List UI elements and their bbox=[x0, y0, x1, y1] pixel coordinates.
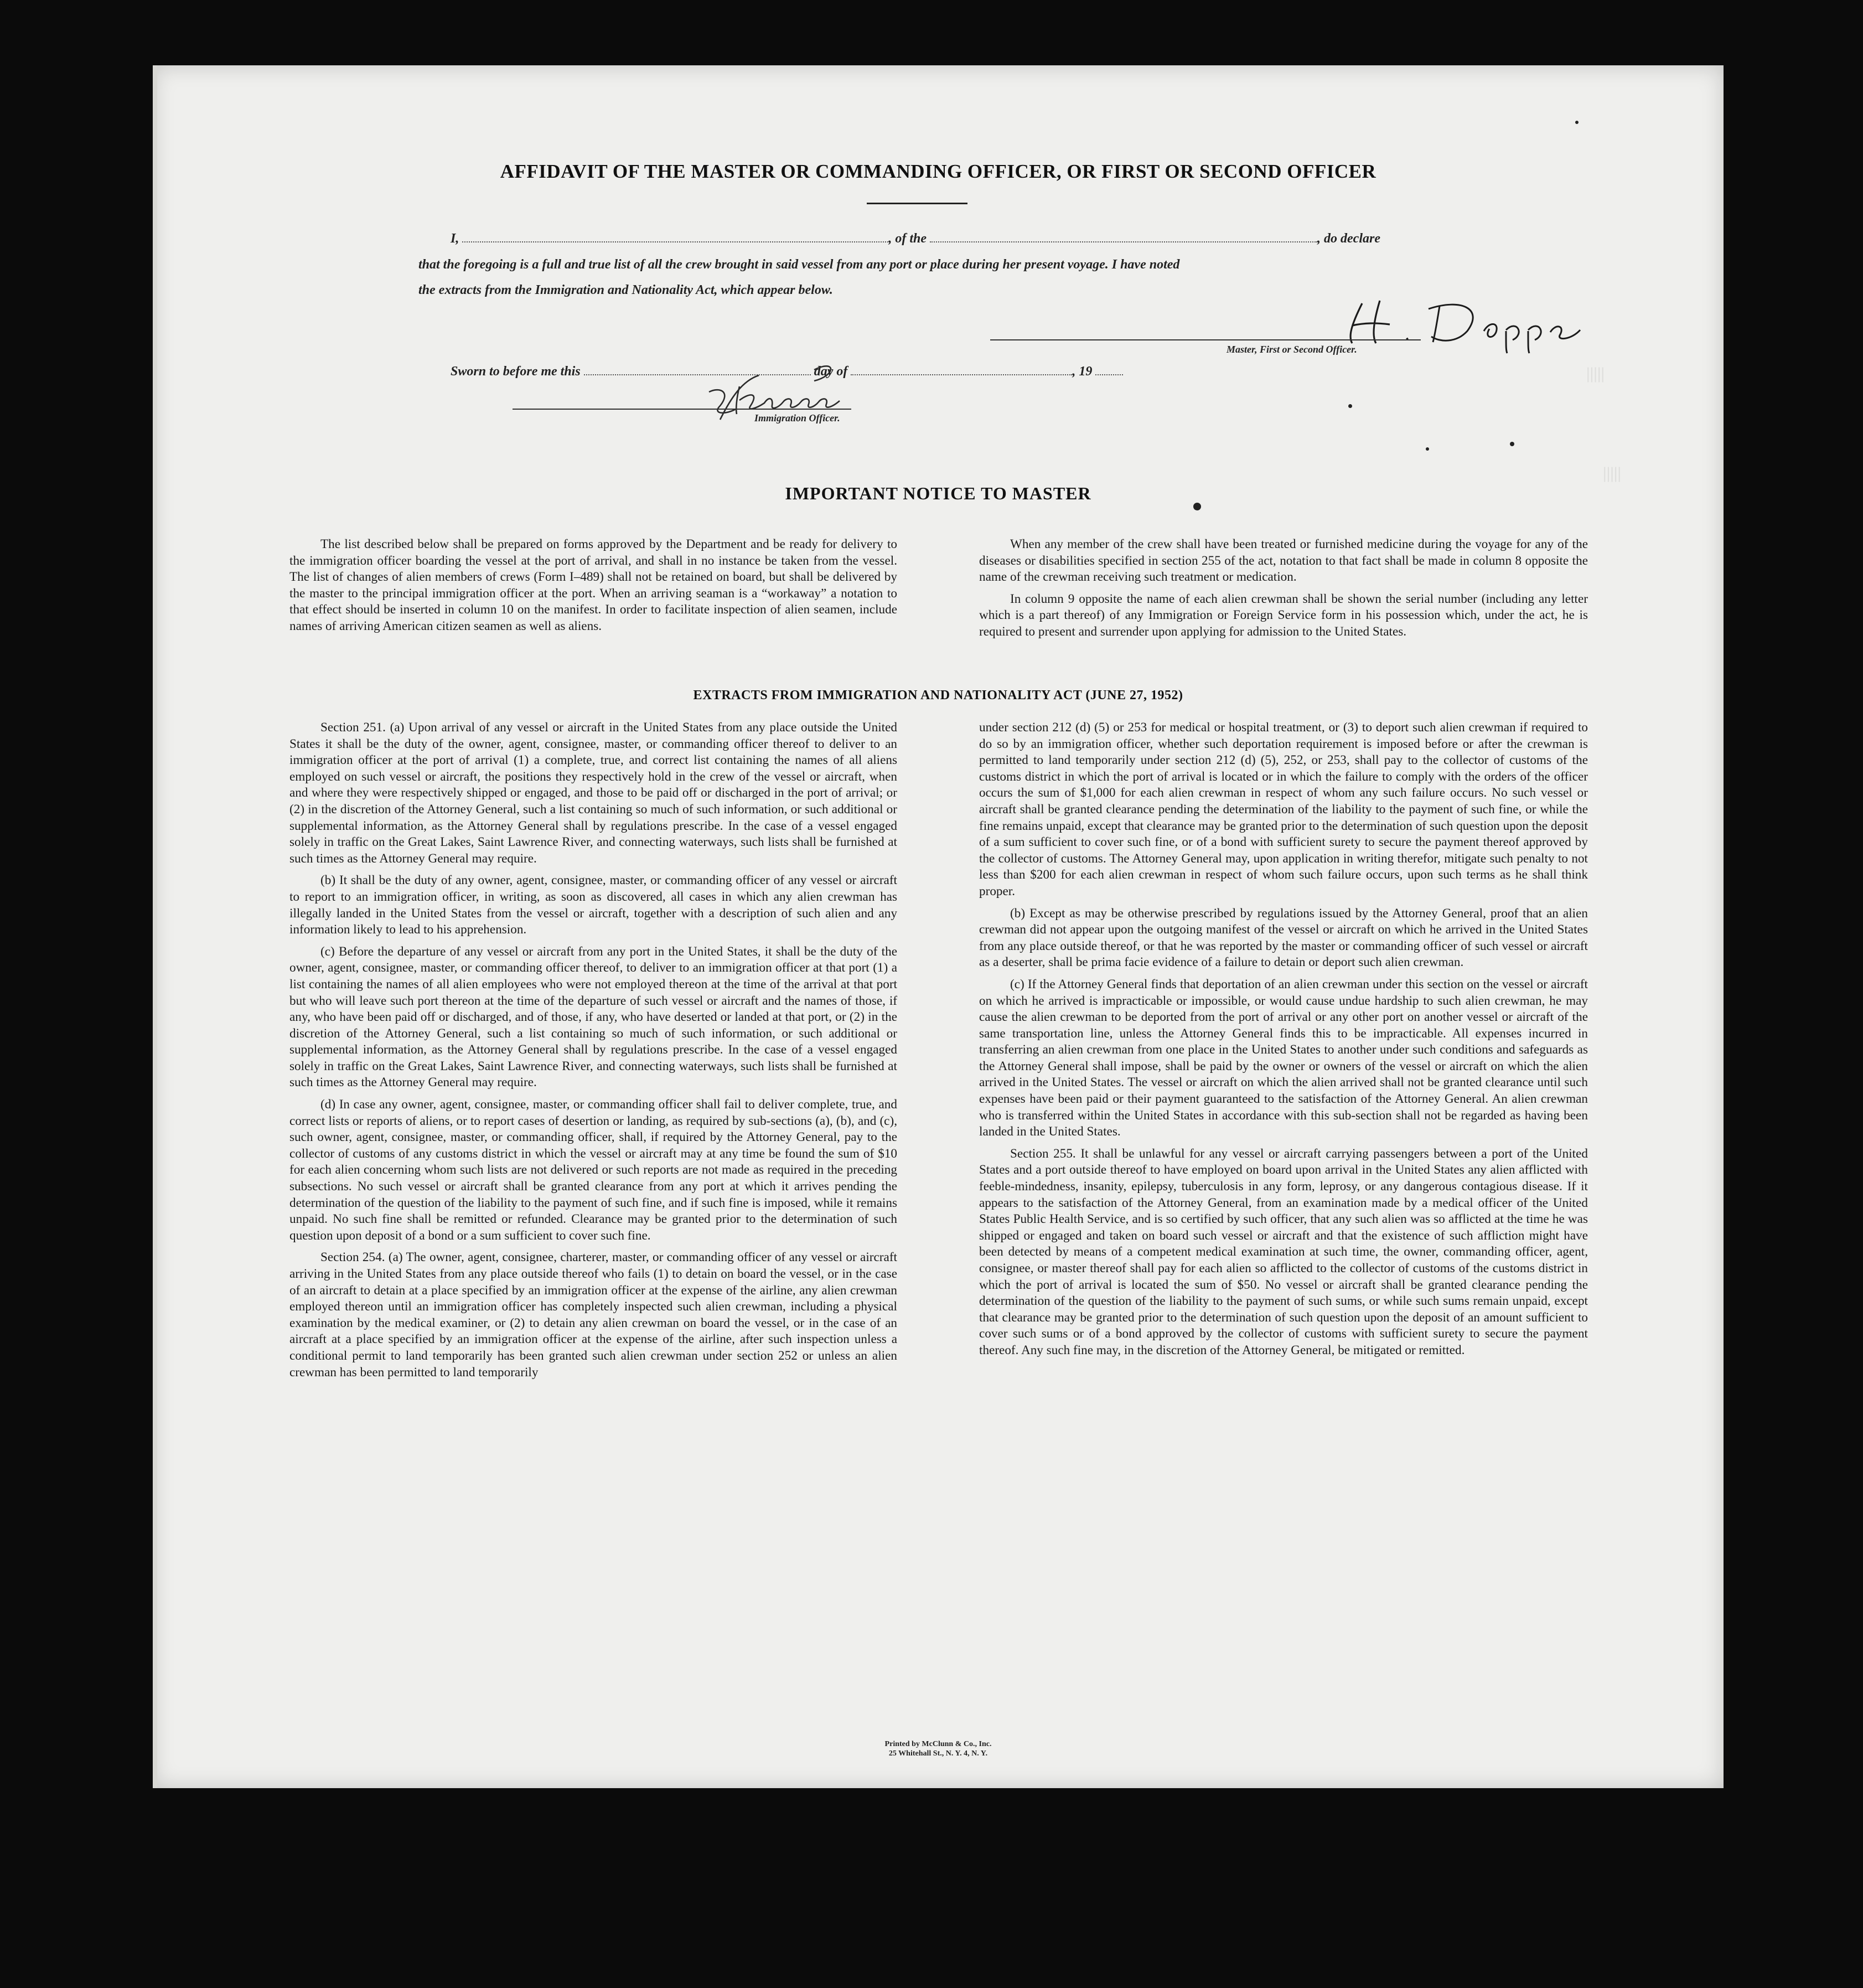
sworn-month-blank[interactable] bbox=[851, 364, 1072, 375]
of-the-label: , of the bbox=[888, 231, 927, 246]
extracts-left-column bbox=[289, 720, 897, 1386]
section-255: Section 255. It shall be unlawful for any vessel or aircraft carrying passengers between a port of the United States and a port outside thereof to have employed on board upon arrival in the United States any alien afflicted with feeble-mindedness, insanity, epilepsy, tuberculosis in any form, leprosy, or any dangerous contagious disease. If it appears to the satisfaction of the Attorney General, from an examination made by a medical officer of the United States Public Health Service, and is so certified by such officer, that any such alien was so afflicted at the time he was shipped or engaged and taken on board such vessel or aircraft and that the existence of such affliction might have been detected by means of a competent medical examination at such time, the owner, commanding officer, agent, consignee, or master thereof shall pay for each alien so afflicted to the collector of customs of the customs district in which the port of arrival is located the sum of $50. No vessel or aircraft shall be granted clearance pending the determination of the question of the liability to the payment of such sums, or while such sums remain unpaid, except that clearance may be granted prior to the determination of such question upon the deposit of an amount sufficient to cover such sums or of a bond approved by the collector of customs with sufficient surety to secure the payment thereof. Any such fine may, in the discretion of the Attorney General, be mitigated or remitted. bbox=[979, 1146, 1588, 1357]
section-251-a: Section 251. (a) Upon arrival of any vessel or aircraft in the United States from any place outside the United States it shall be the duty of the owner, agent, consignee, master, or commanding officer thereof to deliver to an immigration officer at the port of arrival (1) a complete, true, and correct list containing the names of all aliens employed on such vessel or aircraft, the positions they respectively hold in the crew of the vessel or aircraft, when and where they were respectively shipped or engaged, and those to be paid off or discharged in the port of arrival; or (2) in the discretion of the Attorney General, such a list containing so much of such information, or such additional or supplemental information, as the Attorney General shall by regulations prescribe. In the case of a vessel engaged solely in traffic on the Great Lakes, Saint Lawrence River, and connecting waterways, such lists shall be furnished at such times as the Attorney General may require. bbox=[289, 720, 897, 866]
document-page bbox=[153, 65, 1724, 1788]
notice-title: IMPORTANT NOTICE TO MASTER bbox=[785, 483, 1091, 503]
title-underline bbox=[867, 203, 967, 204]
section-254-a: Section 254. (a) The owner, agent, consignee, charterer, master, or commanding officer of any vessel or aircraft arriving in the United States from any place outside thereof who fails (1) to detain on board the vessel, or in the case of an aircraft to detain at a place specified by an immigration officer at the expense of the airline, any alien crewman employed thereon until an immigration officer has completely inspected such alien crewman, including a physical examination by the medical examiner, or (2) to detain any alien crewman on board the vessel, or in the case of an aircraft at a place specified by an immigration officer at the expense of the airline, after such inspection unless a conditional permit to land temporarily has been granted such alien crewman under section 252 or unless an alien crewman has been permitted to land temporarily bbox=[289, 1250, 897, 1380]
year-label: , 19 bbox=[1072, 364, 1093, 379]
statement-line-1: that the foregoing is a full and true list of all the crew brought in said vessel from any port or place during her present voyage. I have noted bbox=[418, 257, 1180, 272]
sworn-label: Sworn to before me this bbox=[451, 364, 581, 379]
section-254-b: (b) Except as may be otherwise prescribed by regulations issued by the Attorney General, proof that an alien crewman did not appear upon the outgoing manifest of the vessel or aircraft on which he arrived in the United States from any place outside thereof, or that he was reported by the master or commanding officer of such vessel or aircraft as a deserter, shall be prima facie evidence of a failure to detain or deport such alien crewman. bbox=[979, 906, 1588, 970]
notice-right-column bbox=[979, 536, 1588, 646]
sworn-year-blank[interactable] bbox=[1095, 364, 1123, 375]
ink-speck bbox=[1426, 447, 1429, 451]
bleed-through-mark: ||||| bbox=[1603, 464, 1622, 482]
section-254-a-continued: under section 212 (d) (5) or 253 for medical or hospital treatment, or (3) to deport such alien crewman if required to do so by an immigration officer, whether such deportation requirement is imposed before or after the crewman is permitted to land temporarily under section 212 (d) (5), 252, or 253, shall pay to the collector of customs of the customs district in which the port of arrival is located or in which the failure to comply with the orders of the officer occurs the sum of $1,000 for each alien crewman in respect of whom any such failure occurs. No such vessel or aircraft shall be granted clearance pending the determination of the liability to the payment of such fine, or while the fine remains unpaid, except that clearance may be granted prior to the determination of such question upon the deposit of a sum sufficient to cover such fine, or of a bond with sufficient surety to secure the payment thereof approved by the collector of customs. The Attorney General may, upon application in writing therefor, mitigate such penalty to not less than $200 for each alien crewman in respect of whom such failure occurs, upon such terms as he shall think proper. bbox=[979, 720, 1588, 899]
notice-right-paragraph-2: In column 9 opposite the name of each alien crewman shall be shown the serial number (including any letter which is a part thereof) of any Immigration or Foreign Service form in his possession which, under the act, he is required to present and surrender upon applying for admission to the United States. bbox=[979, 591, 1588, 639]
printer-imprint bbox=[153, 1739, 1724, 1758]
ink-speck bbox=[1575, 121, 1579, 124]
extracts-title: EXTRACTS FROM IMMIGRATION AND NATIONALITY ACT (JUNE 27, 1952) bbox=[693, 688, 1183, 703]
i-label: I, bbox=[451, 231, 459, 246]
master-caption: Master, First or Second Officer. bbox=[1227, 344, 1357, 355]
declaration-line bbox=[451, 231, 1380, 246]
section-251-c: (c) Before the departure of any vessel or aircraft from any port in the United States, it shall be the duty of the owner, agent, consignee, master, or commanding officer thereof, to deliver to an immigration officer at that port (1) a list containing the names of all alien employees who were not employed thereon at the time of the arrival at that port but who will leave such port thereon at the time of the departure of such vessel or aircraft and the names of those, if any, who have been paid off or discharged, and of those, if any, who have deserted or landed at that port, or (2) in the discretion of the Attorney General, such a list containing so much of such information, or such additional or supplemental information, as the Attorney General shall by regulations prescribe. In the case of a vessel engaged solely in traffic on the Great Lakes, Saint Lawrence River, and connecting waterways, such lists shall be furnished at such times as the Attorney General may require. bbox=[289, 944, 897, 1090]
notice-right-paragraph-1: When any member of the crew shall have been treated or furnished medicine during the voyage for any of the diseases or disabilities specified in section 255 of the act, notation to that fact shall be made in column 8 opposite the name of the crewman receiving such treatment or medication. bbox=[979, 537, 1588, 585]
section-254-c: (c) If the Attorney General finds that deportation of an alien crewman under this section on the vessel or aircraft on which he arrived is impracticable or impossible, or would cause undue hardship to such alien crewman, he may cause the alien crewman to be deported from the port of arrival or any other port on another vessel or aircraft of the same transportation line, unless the Attorney General finds this to be impracticable. All expenses incurred in transferring an alien crewman from one place in the United States to another under such conditions and safeguards as the Attorney General shall impose, shall be paid by the owner or owners of the vessel or aircraft on which the alien arrived in the United States. The vessel or aircraft on which the alien arrived shall not be granted clearance until such expenses have been paid or their payment guaranteed to the satisfaction of the Attorney General. An alien crewman who is transferred within the United States in accordance with this sub-section shall not be regarded as having been landed in the United States. bbox=[979, 977, 1588, 1139]
master-signature-line bbox=[990, 339, 1421, 340]
ink-speck bbox=[1193, 503, 1201, 510]
immigration-officer-caption: Immigration Officer. bbox=[754, 412, 840, 424]
affidavit-title: AFFIDAVIT OF THE MASTER OR COMMANDING OFFICER, OR FIRST OR SECOND OFFICER bbox=[500, 161, 1376, 182]
do-declare-label: , do declare bbox=[1317, 231, 1380, 246]
extracts-right-column bbox=[979, 720, 1588, 1365]
vessel-blank[interactable] bbox=[930, 231, 1317, 242]
name-blank[interactable] bbox=[462, 231, 888, 242]
printer-line-1: Printed by McClunn & Co., Inc. bbox=[884, 1740, 992, 1748]
page-edge bbox=[153, 65, 157, 1788]
ink-speck bbox=[1348, 404, 1352, 408]
day-of-label: day of bbox=[814, 364, 848, 379]
printer-line-2: 25 Whitehall St., N. Y. 4, N. Y. bbox=[888, 1749, 988, 1758]
ink-speck bbox=[1510, 442, 1514, 446]
notice-left-column bbox=[289, 536, 897, 641]
section-251-b: (b) It shall be the duty of any owner, agent, consignee, master, or commanding officer of any vessel or aircraft to report to an immigration officer, in writing, as soon as discovered, all cases in which any alien crewman has illegally landed in the United States from the vessel or aircraft, together with a description of such alien and any information likely to lead to his apprehension. bbox=[289, 873, 897, 937]
statement-line-2: the extracts from the Immigration and Nationality Act, which appear below. bbox=[418, 283, 833, 297]
immigration-officer-signature-line bbox=[513, 409, 851, 410]
section-251-d: (d) In case any owner, agent, consignee, master, or commanding officer shall fail to deliver complete, true, and correct lists or reports of aliens, or to report cases of desertion or landing, as required by sub-sections (a), (b), and (c), such owner, agent, consignee, master, or commanding officer, shall, if required by the Attorney General, pay to the collector of customs of any customs district in which the vessel or aircraft may at any time be found the sum of $10 for each alien concerning whom such lists are not delivered or such reports are not made as required in the preceding subsections. No such vessel or aircraft shall be granted clearance from any port at which it arrives pending the determination of the question of the liability to the payment of such fine, and if such fine is imposed, while it remains unpaid. No such fine shall be remitted or refunded. Clearance may be granted prior to the determination of such question upon deposit of a bond or a sum sufficient to cover such fine. bbox=[289, 1097, 897, 1243]
notice-left-paragraph: The list described below shall be prepared on forms approved by the Department and be ready for delivery to the immigration officer boarding the vessel at the port of arrival, and shall in no instance be taken from the vessel. The list of changes of alien members of crews (Form I–489) shall not be retained on board, but shall be delivered by the master to the principal immigration officer at the port. When an arriving seaman is a “workaway” a notation to that effect should be inserted in column 10 on the manifest. In order to facilitate inspection of alien seamen, include names of arriving American citizen seamen as well as aliens. bbox=[289, 537, 897, 633]
bleed-through-mark: ||||| bbox=[1586, 364, 1605, 383]
